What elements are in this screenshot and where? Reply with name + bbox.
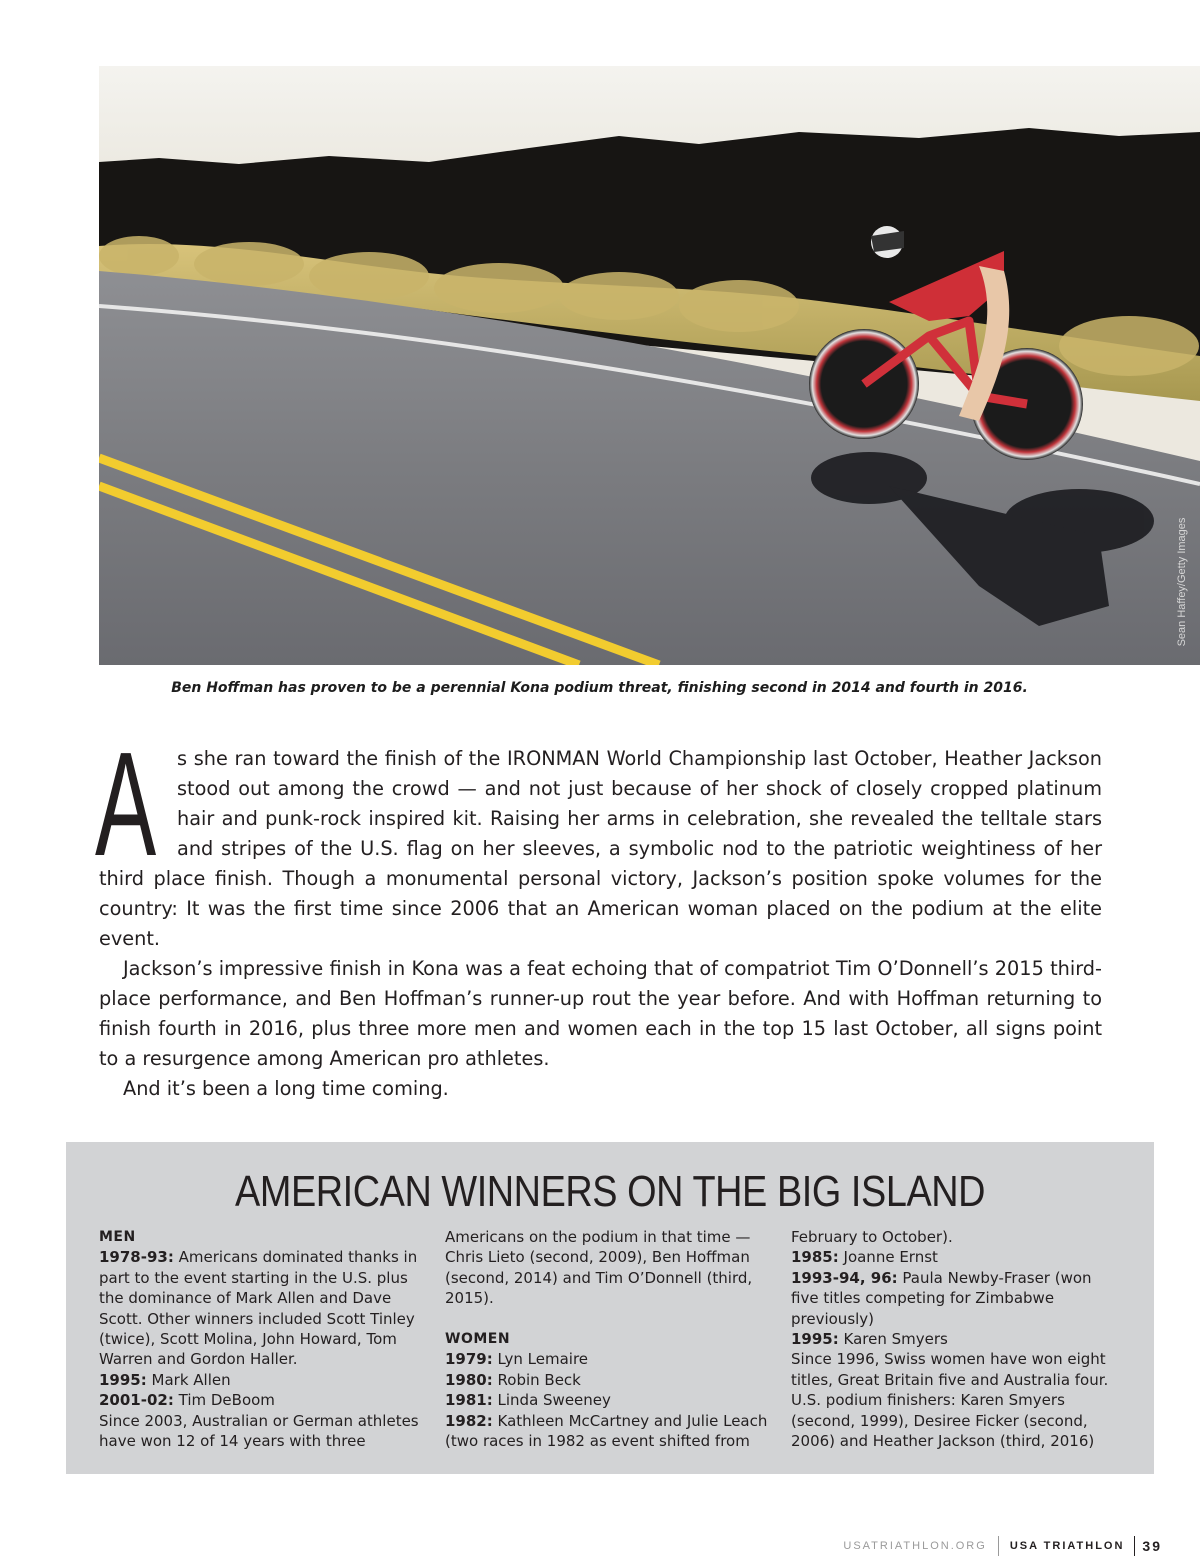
article-body: [95, 722, 1102, 1104]
page-footer: [843, 1536, 1162, 1556]
women-entry: 1979: Lyn Lemaire: [445, 1350, 589, 1369]
women-heading: WOMEN: [445, 1331, 511, 1348]
men-entry: 1995: Mark Allen: [99, 1370, 231, 1389]
women-entry: 1985: Joanne Ernst: [791, 1248, 938, 1267]
footer-site: USATRIATHLON.ORG: [843, 1540, 987, 1552]
women-entry: 1981: Linda Sweeney: [445, 1391, 611, 1410]
drop-cap: A: [95, 722, 157, 887]
men-heading: MEN: [99, 1229, 136, 1245]
cyclist-photo-illustration: [99, 66, 1200, 665]
sidebar-title: AMERICAN WINNERS ON THE BIG ISLAND: [234, 1167, 986, 1216]
footer-divider: [1134, 1536, 1135, 1556]
men-entry: 1978-93: Americans dominated thanks in part to the event starting in the U.S. plus the dominance of Mark Allen and Dave Scott. Other winners included Scott Tinley (twice), Scott Molina, John Howard, Tom Warren and Gordon Haller.: [99, 1248, 418, 1369]
men-note-part-1: Since 2003, Australian or German athletes have won 12 of 14 years with three: [99, 1411, 419, 1451]
photo-caption: Ben Hoffman has proven to be a perennial Kona podium threat, finishing second in 2014 and fourth in 2016.: [171, 680, 1028, 696]
sidebar-column-3: [791, 1227, 1117, 1451]
article-paragraph-3: And it’s been a long time coming.: [123, 1077, 449, 1100]
women-entry: 1995: Karen Smyers: [791, 1330, 948, 1349]
women-entry: 1980: Robin Beck: [445, 1370, 581, 1389]
sidebar-column-1: [99, 1227, 425, 1451]
hero-photo: [99, 66, 1200, 665]
women-entry: 1993-94, 96: Paula Newby-Fraser (won five titles competing for Zimbabwe previously): [791, 1268, 1092, 1328]
footer-brand: USA TRIATHLON: [1009, 1540, 1125, 1552]
women-entry-continued: February to October).: [791, 1228, 953, 1246]
sidebar-column-2: [445, 1227, 771, 1451]
article-paragraph-1: A s she ran toward the finish of the IRONMAN World Championship last October, Heather Jackson stood out among the crowd — and not just because of her shock of closely cropped platinum hair and punk-rock inspired kit. Raising her arms in celebration, she revealed the telltale stars and stripes of the U.S. flag on her sleeves, a symbolic nod to the patriotic weightiness of her third place finish. Though a monumental personal victory, Jackson’s position spoke volumes for the country: It was the first time since 2006 that an American woman placed on the podium at the elite event.: [95, 722, 1102, 950]
women-entry: 1982: Kathleen McCartney and Julie Leach (two races in 1982 as event shifted from: [445, 1411, 768, 1451]
page-number: 39: [1142, 1538, 1162, 1554]
women-note: Since 1996, Swiss women have won eight titles, Great Britain five and Australia four. U.S. podium finishers: Karen Smyers (second, 1999), Desiree Ficker (second, 2006) and Heather Jackson (third, 2016): [791, 1350, 1109, 1451]
footer-divider: [998, 1536, 999, 1556]
men-entry: 2001-02: Tim DeBoom: [99, 1391, 275, 1410]
men-note-part-2: Americans on the podium in that time — Chris Lieto (second, 2009), Ben Hoffman (second, 2014) and Tim O’Donnell (third, 2015).: [445, 1228, 753, 1308]
article-paragraph-2: Jackson’s impressive finish in Kona was a feat echoing that of compatriot Tim O’Donnell’s 2015 third-place performance, and Ben Hoffman’s runner-up rout the year before. And with Hoffman returning to finish fourth in 2016, plus three more men and women each in the top 15 last October, all signs point to a resurgence among American pro athletes.: [99, 957, 1102, 1070]
photo-credit: Sean Haffey/Getty Images: [1176, 517, 1188, 647]
winners-sidebar: [66, 1142, 1154, 1474]
